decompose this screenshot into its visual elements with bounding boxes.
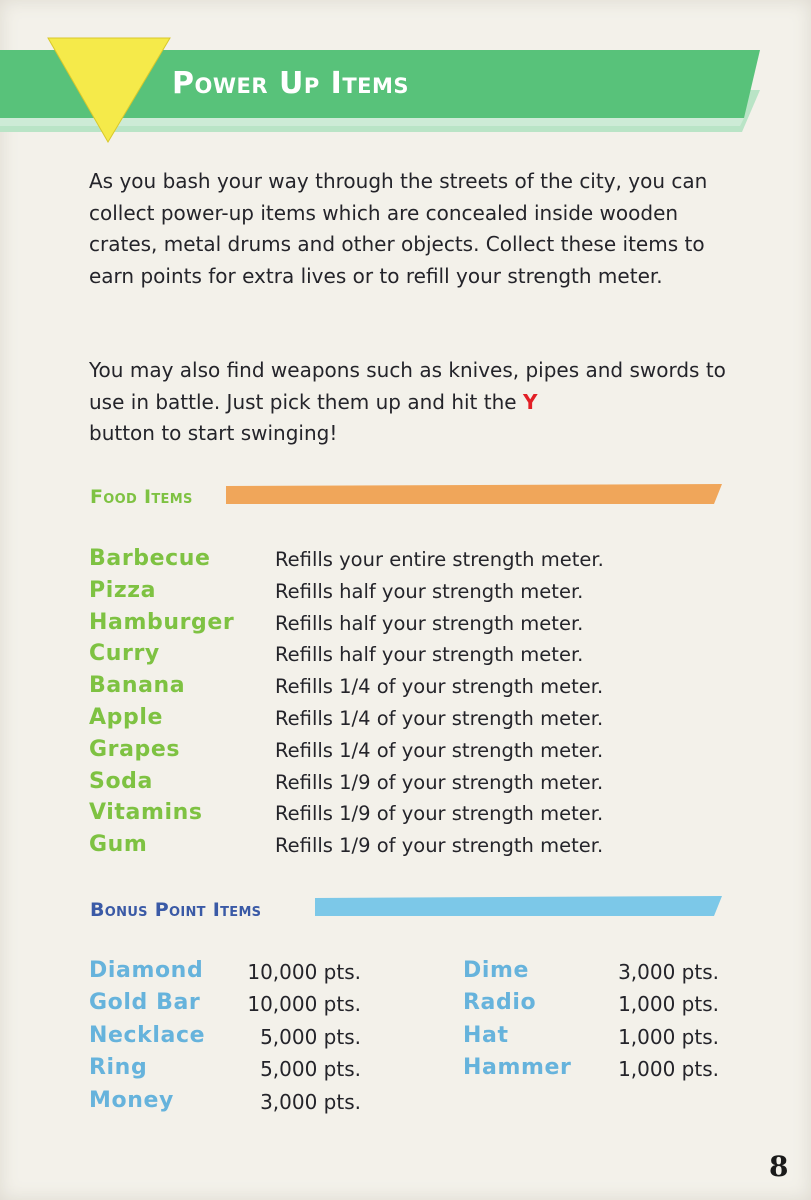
food-item-description: Refills your entire strength meter.	[275, 548, 604, 571]
bonus-item-points: 5,000 pts.	[260, 1057, 361, 1082]
intro-paragraph-1	[89, 166, 729, 292]
bonus-item-name: Hat	[463, 1022, 509, 1048]
bonus-item-points: 3,000 pts.	[260, 1089, 361, 1114]
bonus-item-row	[463, 1023, 719, 1055]
bonus-item-name: Money	[89, 1087, 174, 1113]
y-button-label: Y	[522, 389, 538, 414]
bonus-item-name: Necklace	[89, 1022, 206, 1048]
bonus-item-row	[463, 1055, 719, 1087]
bonus-items-right-column	[463, 958, 719, 1088]
intro-paragraph-2	[89, 355, 729, 450]
food-item-description: Refills half your strength meter.	[275, 611, 584, 635]
food-item-name: Grapes	[89, 736, 181, 762]
bonus-item-name: Hammer	[463, 1055, 572, 1081]
bonus-item-points: 3,000 pts.	[618, 960, 719, 984]
food-item-description: Refills half your strength meter.	[275, 643, 584, 667]
food-item-name: Soda	[89, 768, 153, 794]
bonus-item-name: Ring	[89, 1055, 148, 1081]
food-item-description: Refills 1/4 of your strength meter.	[275, 675, 604, 699]
bonus-item-points: 1,000 pts.	[618, 1024, 719, 1049]
bonus-item-row	[463, 958, 719, 990]
food-item-description: Refills 1/4 of your strength meter.	[275, 706, 604, 730]
food-item-description: Refills 1/9 of your strength meter.	[275, 770, 604, 794]
food-items-heading: Food Items	[90, 486, 193, 508]
food-item-name: Barbecue	[89, 546, 211, 571]
food-item-name: Curry	[89, 641, 160, 667]
bonus-item-row	[89, 990, 361, 1022]
bonus-item-row	[89, 958, 361, 990]
food-heading-bar	[226, 484, 726, 506]
bonus-item-name: Radio	[463, 990, 537, 1016]
bonus-item-row	[463, 990, 719, 1022]
food-item-name: Vitamins	[89, 800, 203, 826]
page-number: 8	[769, 1150, 789, 1183]
food-item-description: Refills 1/4 of your strength meter.	[275, 738, 604, 762]
bonus-item-name: Diamond	[89, 958, 204, 983]
bonus-item-points: 10,000 pts.	[247, 992, 361, 1017]
food-item-name: Gum	[89, 832, 148, 858]
food-item-name: Apple	[89, 704, 163, 730]
food-item-description: Refills 1/9 of your strength meter.	[275, 834, 604, 858]
bonus-item-row	[89, 1023, 361, 1055]
food-item-name: Banana	[89, 673, 186, 699]
intro-text-2	[89, 355, 729, 450]
bonus-item-row	[89, 1055, 361, 1087]
food-item-description: Refills half your strength meter.	[275, 579, 584, 603]
intro-text-2-before: You may also find weapons such as knives, pipes and swords to use in battle. Just pick them up and hit the	[89, 358, 726, 414]
intro-text-2-after: button to start swinging!	[89, 421, 338, 445]
bonus-item-points: 5,000 pts.	[260, 1024, 361, 1049]
bonus-items-heading: Bonus Point Items	[90, 899, 262, 921]
bonus-item-points: 1,000 pts.	[618, 1057, 719, 1082]
food-item-name: Hamburger	[89, 609, 235, 635]
food-item-name: Pizza	[89, 577, 157, 603]
page-title: Power Up Items	[172, 66, 410, 101]
food-item-description: Refills 1/9 of your strength meter.	[275, 802, 604, 826]
bonus-item-row	[89, 1088, 361, 1120]
bonus-items-left-column	[89, 958, 361, 1120]
bonus-item-points: 10,000 pts.	[247, 960, 361, 984]
bonus-item-points: 1,000 pts.	[618, 992, 719, 1017]
bonus-item-name: Dime	[463, 958, 530, 983]
intro-text-1: As you bash your way through the streets of the city, you can collect power-up items which are concealed inside wooden crates, metal drums and other objects. Collect these items to earn points for extra lives or to refill your strength meter.	[89, 169, 708, 288]
bonus-heading-bar	[315, 896, 725, 918]
bonus-item-name: Gold Bar	[89, 990, 201, 1016]
